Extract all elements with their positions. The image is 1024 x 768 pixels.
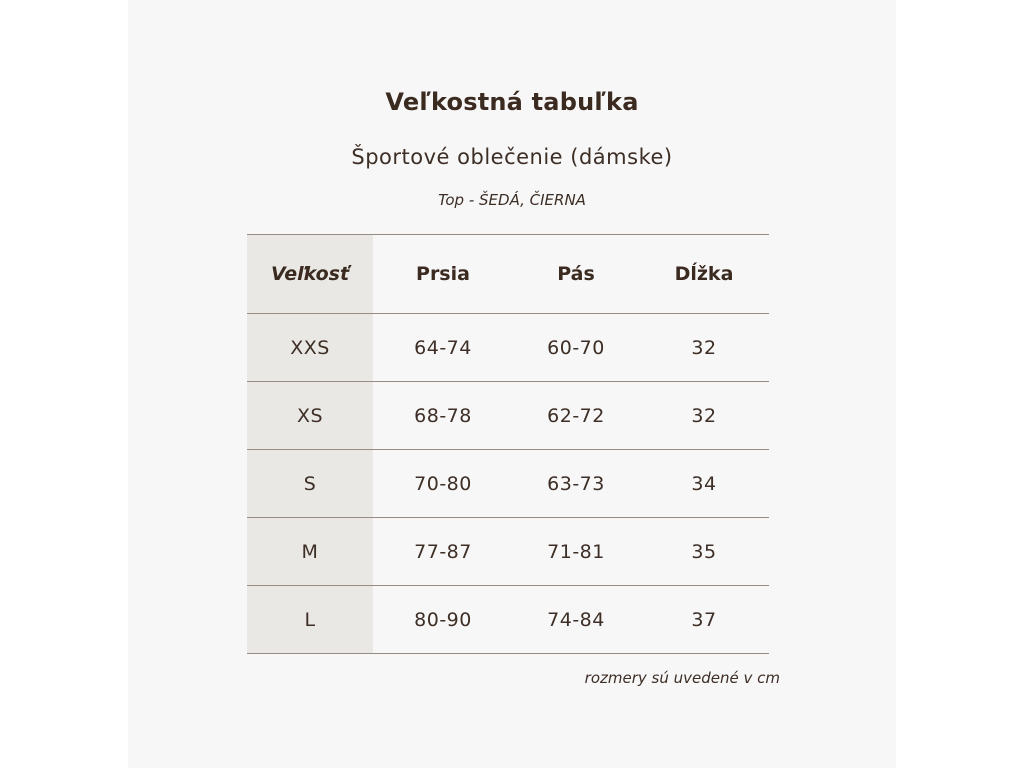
page-subtitle: Športové oblečenie (dámske) bbox=[351, 145, 673, 169]
cell-size: L bbox=[247, 586, 373, 654]
cell-length: 32 bbox=[639, 314, 769, 382]
product-variant: Top - ŠEDÁ, ČIERNA bbox=[438, 191, 586, 209]
cell-length: 37 bbox=[639, 586, 769, 654]
cell-length: 35 bbox=[639, 518, 769, 586]
cell-waist: 60-70 bbox=[513, 314, 639, 382]
cell-waist: 62-72 bbox=[513, 382, 639, 450]
cell-size: XXS bbox=[247, 314, 373, 382]
size-chart-card bbox=[128, 0, 896, 768]
header-waist: Pás bbox=[513, 235, 639, 314]
table-row bbox=[247, 450, 769, 518]
cell-chest: 68-78 bbox=[373, 382, 513, 450]
cell-size: S bbox=[247, 450, 373, 518]
table-row bbox=[247, 382, 769, 450]
cell-size: XS bbox=[247, 382, 373, 450]
cell-length: 32 bbox=[639, 382, 769, 450]
header-length: Dĺžka bbox=[639, 235, 769, 314]
table-row bbox=[247, 518, 769, 586]
cell-waist: 63-73 bbox=[513, 450, 639, 518]
table-row bbox=[247, 314, 769, 382]
table-row bbox=[247, 586, 769, 654]
cell-chest: 64-74 bbox=[373, 314, 513, 382]
cell-chest: 80-90 bbox=[373, 586, 513, 654]
header-chest: Prsia bbox=[373, 235, 513, 314]
size-table bbox=[247, 234, 769, 654]
units-note: rozmery sú uvedené v cm bbox=[584, 669, 780, 687]
header-size: Veľkosť bbox=[247, 235, 373, 314]
cell-chest: 70-80 bbox=[373, 450, 513, 518]
cell-chest: 77-87 bbox=[373, 518, 513, 586]
cell-length: 34 bbox=[639, 450, 769, 518]
cell-waist: 74-84 bbox=[513, 586, 639, 654]
cell-waist: 71-81 bbox=[513, 518, 639, 586]
cell-size: M bbox=[247, 518, 373, 586]
table-header-row bbox=[247, 235, 769, 314]
page-title: Veľkostná tabuľka bbox=[385, 88, 639, 116]
